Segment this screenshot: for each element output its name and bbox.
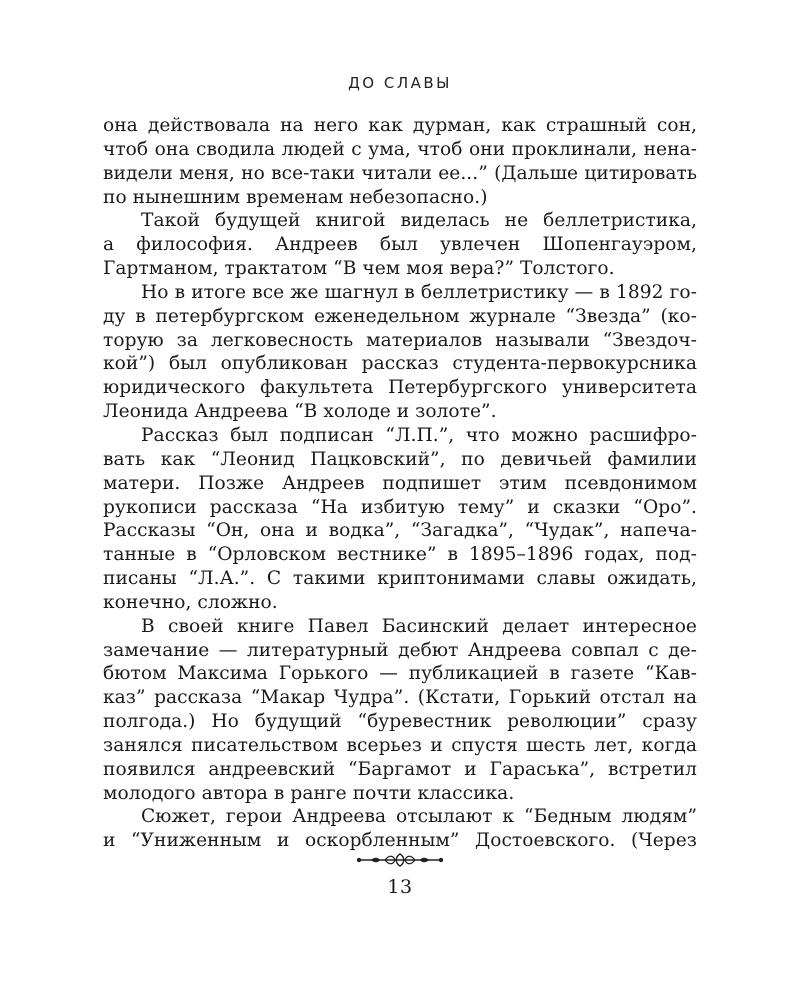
text-line: рукописи рассказа “На избитую тему” и сказки “Оро”. <box>103 496 697 518</box>
page-number: 13 <box>387 876 413 898</box>
text-line: Но в итоге все же шагнул в беллетристику — в 1892 го- <box>141 281 697 303</box>
text-line: танные в “Орловском вестнике” в 1895–1896 годах, под- <box>103 544 697 566</box>
text-line: каз” рассказа “Макар Чудра”. (Кстати, Горький отстал на <box>103 687 697 709</box>
text-line: чтоб она сводила людей с ума, чтоб они проклинали, нена- <box>103 138 697 160</box>
text-line: Леонида Андреева “В холоде и золоте”. <box>103 401 497 423</box>
text-line: Рассказ был подписан “Л.П.”, что можно расшифро- <box>141 424 697 446</box>
text-line: видели меня, но все-таки читали ее...” (Дальше цитировать <box>103 162 697 184</box>
text-line: по нынешним временам небезопасно.) <box>103 186 488 208</box>
text-line: полгода.) Но будущий “буревестник революции” сразу <box>103 711 697 733</box>
text-line: Такой будущей книгой виделась не беллетристика, <box>141 210 697 232</box>
text-line: Рассказы “Он, она и водка”, “Загадка”, “Чудак”, напеча- <box>103 520 697 542</box>
text-line: появился андреевский “Баргамот и Гараська”, встретил <box>103 758 697 780</box>
text-line: юридического факультета Петербургского университета <box>103 377 697 399</box>
text-line: замечание — литературный дебют Андреева совпал с де- <box>103 639 697 661</box>
text-line: Гартманом, трактатом “В чем моя вера?” Толстого. <box>103 258 615 280</box>
text-line: кой”) был опубликован рассказ студента-первокурсника <box>103 353 697 375</box>
text-line: матери. Позже Андреев подпишет этим псевдонимом <box>103 472 697 494</box>
text-line: конечно, сложно. <box>103 591 278 613</box>
text-line: Сюжет, герои Андреева отсылают к “Бедным людям” <box>141 806 697 828</box>
text-line: а философия. Андреев был увлечен Шопенгауэром, <box>103 234 697 256</box>
text-line: и “Униженным и оскорбленным” Достоевского. (Через <box>103 830 697 852</box>
text-line: она действовала на него как дурман, как страшный сон, <box>103 115 697 136</box>
text-line: ду в петербургском еженедельном журнале “Звезда” (ко- <box>103 305 697 327</box>
text-line: В своей книге Павел Басинский делает интересное <box>141 615 697 637</box>
running-head: ДО СЛАВЫ <box>348 74 452 92</box>
text-line: молодого автора в ранге почти классика. <box>103 782 515 804</box>
text-line: занялся писательством всерьез и спустя шесть лет, когда <box>103 734 697 756</box>
text-line: торую за легковесность материалов называли “Звездоч- <box>103 329 697 351</box>
text-line: писаны “Л.А.”. С такими криптонимами славы ожидать, <box>103 568 697 590</box>
text-line: вать как “Леонид Пацковский”, по девичьей фамилии <box>103 448 697 470</box>
body-text <box>103 114 697 853</box>
text-line: бютом Максима Горького — публикацией в газете “Кав- <box>103 663 697 685</box>
decorative-rule-icon <box>355 853 445 867</box>
